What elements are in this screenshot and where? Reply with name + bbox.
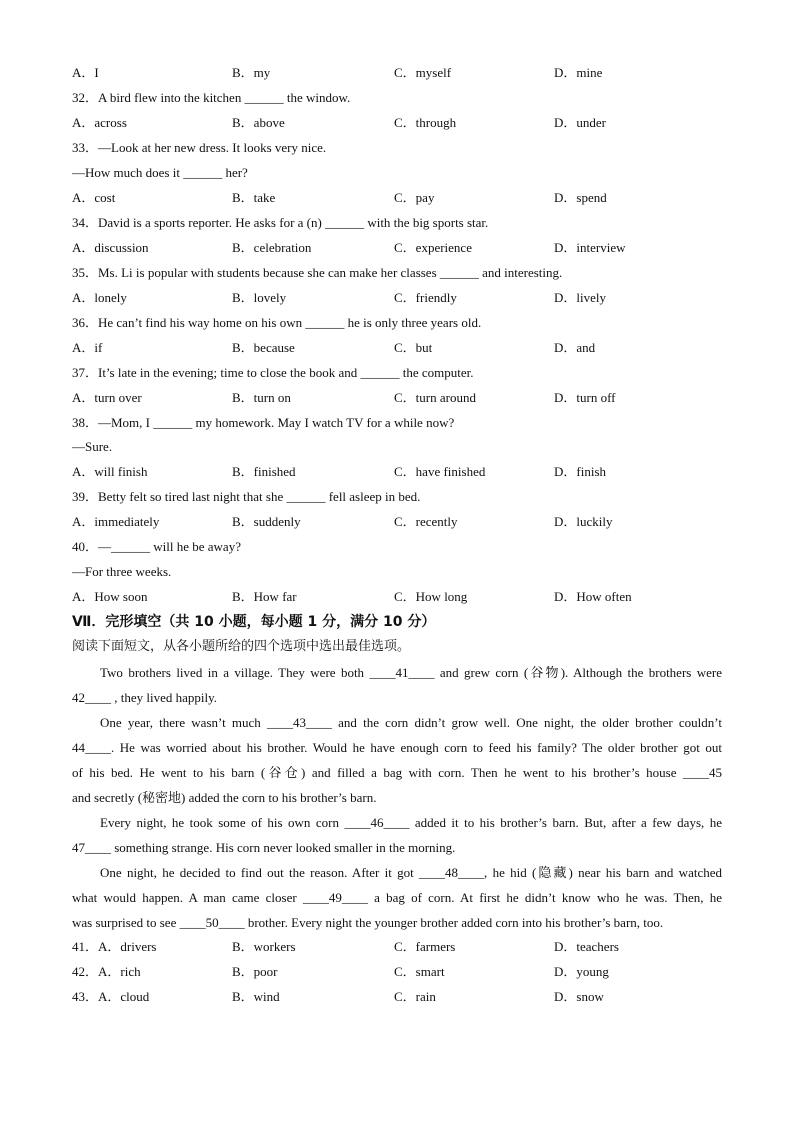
option-a: A．if: [72, 340, 103, 355]
option-a: A．I: [72, 65, 99, 80]
question-options: [72, 463, 722, 481]
option-a: A．turn over: [72, 390, 142, 405]
option-a: A．lonely: [72, 290, 127, 305]
option-b: B．take: [232, 190, 276, 205]
option-b: B．suddenly: [232, 514, 301, 529]
question-stem-reply: —For three weeks.: [72, 564, 172, 579]
option-b: B．wind: [232, 989, 280, 1004]
option-d: D．spend: [554, 190, 607, 205]
option-d: D．snow: [554, 989, 604, 1004]
question-options: [72, 389, 722, 407]
option-b: B．workers: [232, 939, 296, 954]
option-b: B．because: [232, 340, 295, 355]
option-b: B．celebration: [232, 240, 312, 255]
option-a: A．across: [72, 115, 127, 130]
option-b: B．above: [232, 115, 285, 130]
option-c: C．experience: [394, 240, 472, 255]
question-options: [72, 239, 722, 257]
cloze-options: [72, 938, 722, 956]
option-a: A．cost: [72, 190, 116, 205]
option-a: A．How soon: [72, 589, 148, 604]
option-a: 41．A．drivers: [72, 939, 157, 954]
option-b: B．poor: [232, 964, 278, 979]
cloze-options: [72, 988, 722, 1006]
option-d: D．and: [554, 340, 596, 355]
option-d: D．mine: [554, 65, 603, 80]
option-d: D．lively: [554, 290, 606, 305]
question-options: [72, 513, 722, 531]
q31-options: [72, 64, 722, 82]
question-options: [72, 189, 722, 207]
question-stem-reply: —Sure.: [72, 439, 113, 454]
question-stem: 39．Betty felt so tired last night that she ______ fell asleep in bed.: [72, 489, 421, 504]
question-stem: 36．He can’t find his way home on his own ______ he is only three years old.: [72, 315, 482, 330]
option-d: D．How often: [554, 589, 632, 604]
passage-line: One year, there wasn’t much ____43____ and the corn didn’t grow well. One night, the older brother couldn’t: [100, 715, 722, 730]
passage-line: of his bed. He went to his barn (谷仓) and filled a bag with corn. Then he went to his brother’s house ____45: [72, 765, 722, 780]
option-c: C．have finished: [394, 464, 486, 479]
option-c: C．myself: [394, 65, 452, 80]
passage-line: 44____. He was worried about his brother. Would he have enough corn to feed his family? The older brother got out: [72, 740, 722, 755]
passage-line: One night, he decided to find out the reason. After it got ____48____, he hid (隐藏) near his barn and watched: [100, 865, 722, 880]
option-d: D．luckily: [554, 514, 613, 529]
passage-line: Two brothers lived in a village. They were both ____41____ and grew corn (谷物). Although the brothers were: [100, 665, 722, 680]
passage-line: Every night, he took some of his own corn ____46____ added it to his brother’s barn. But, after a few days, he: [100, 815, 722, 830]
option-b: B．lovely: [232, 290, 287, 305]
question-options: [72, 339, 722, 357]
passage-line: 47____ something strange. His corn never looked smaller in the morning.: [72, 840, 456, 855]
option-c: C．friendly: [394, 290, 457, 305]
cloze-options: [72, 963, 722, 981]
section-title: Ⅶ．完形填空（共 10 小题，每小题 1 分，满分 10 分）: [72, 614, 436, 630]
option-c: C．smart: [394, 964, 445, 979]
option-c: C．turn around: [394, 390, 476, 405]
option-d: D．under: [554, 115, 606, 130]
option-a: 42．A．rich: [72, 964, 141, 979]
option-a: 43．A．cloud: [72, 989, 150, 1004]
passage-line: what would happen. A man came closer ____49____ a bag of corn. At first he didn’t know who he was. Then, he: [72, 890, 722, 905]
option-b: B．turn on: [232, 390, 291, 405]
option-d: D．finish: [554, 464, 607, 479]
question-options: [72, 114, 722, 132]
question-options: [72, 588, 722, 606]
option-c: C．rain: [394, 989, 436, 1004]
option-b: B．my: [232, 65, 271, 80]
question-stem: 38．—Mom, I ______ my homework. May I watch TV for a while now?: [72, 415, 455, 430]
question-stem: 40．—______ will he be away?: [72, 539, 241, 554]
option-c: C．pay: [394, 190, 435, 205]
option-c: C．but: [394, 340, 433, 355]
option-c: C．How long: [394, 589, 468, 604]
option-b: B．finished: [232, 464, 296, 479]
option-a: A．will finish: [72, 464, 148, 479]
option-b: B．How far: [232, 589, 297, 604]
question-stem: 32．A bird flew into the kitchen ______ the window.: [72, 90, 351, 105]
option-a: A．discussion: [72, 240, 149, 255]
passage-line: was surprised to see ____50____ brother. Every night the younger brother added corn into his brother’s barn, too.: [72, 915, 664, 930]
option-c: C．recently: [394, 514, 458, 529]
option-d: D．teachers: [554, 939, 619, 954]
option-a: A．immediately: [72, 514, 160, 529]
option-c: C．farmers: [394, 939, 456, 954]
section-instruction: 阅读下面短文，从各小题所给的四个选项中选出最佳选项。: [72, 639, 411, 654]
passage-line: 42____ , they lived happily.: [72, 690, 218, 705]
option-d: D．young: [554, 964, 609, 979]
option-d: D．interview: [554, 240, 626, 255]
option-c: C．through: [394, 115, 457, 130]
question-stem-reply: —How much does it ______ her?: [72, 165, 248, 180]
question-stem: 35．Ms. Li is popular with students because she can make her classes ______ and interesting.: [72, 265, 563, 280]
question-stem: 34．David is a sports reporter. He asks for a (n) ______ with the big sports star.: [72, 215, 489, 230]
passage-line: and secretly (秘密地) added the corn to his brother’s barn.: [72, 790, 377, 805]
option-d: D．turn off: [554, 390, 616, 405]
question-stem: 37．It’s late in the evening; time to close the book and ______ the computer.: [72, 365, 474, 380]
question-options: [72, 289, 722, 307]
question-stem: 33．—Look at her new dress. It looks very nice.: [72, 140, 327, 155]
